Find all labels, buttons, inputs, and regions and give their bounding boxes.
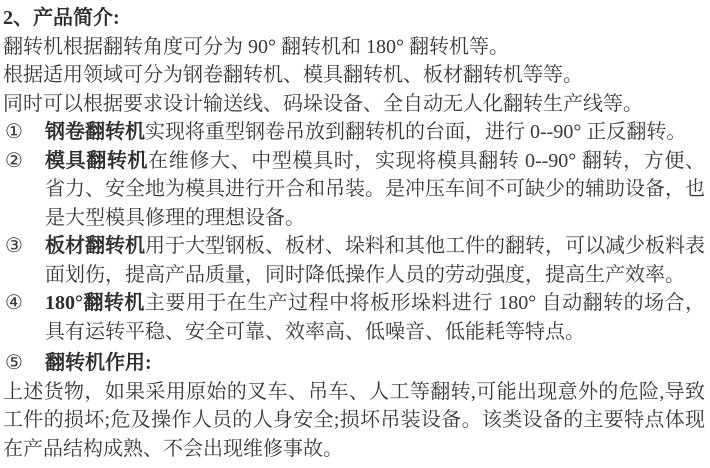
list-item-mold-upender (3, 147, 705, 233)
item-marker-2: ② (5, 149, 23, 172)
intro-paragraph-1: 翻转机根据翻转角度可分为 90° 翻转机和 180° 翻转机等。 (3, 35, 509, 58)
item-text-4: 主要用于在生产过程中将板形垛料进行 180° 自动翻转的场合，具有运转平稳、安全可靠、效率高、低噪音、低能耗等特点。 (45, 292, 706, 343)
list-item-180-upender (3, 289, 705, 346)
item-text-3: 用于大型钢板、板材、垛料和其他工件的翻转，可以减少板料表面划伤，提高产品质量，同时降低操作人员的劳动强度，提高生产效率。 (45, 235, 705, 286)
item-label-1: 钢卷翻转机 (45, 121, 145, 143)
item-text-2: 在维修大、中型模具时，实现将模具翻转 0--90° 翻转，方便、省力、安全地为模具进行开合和吊装。是冲压车间不可缺少的辅助设备，也是大型模具修理的理想设备。 (45, 149, 706, 229)
list-item-upender-purpose (3, 349, 705, 378)
item-marker-5: ⑤ (5, 352, 23, 374)
item-label-2: 模具翻转机 (45, 149, 149, 172)
intro-paragraph-3: 同时可以根据要求设计输送线、码垛设备、全自动无人化翻转生产线等。 (3, 92, 643, 115)
item-marker-1: ① (5, 121, 23, 143)
list-item-coil-upender (3, 118, 705, 147)
list-item-plate-upender (3, 232, 705, 289)
item-text-1: 实现将重型钢卷吊放到翻转机的台面，进行 0--90° 正反翻转。 (145, 121, 687, 143)
closing-paragraph: 上述货物，如果采用原始的叉车、吊车、人工等翻转,可能出现意外的危险,导致工件的损坏;危及操作人员的人身安全;损坏吊装设备。该类设备的主要特点体现在产品结构成熟、不会出现维修事故。 (3, 380, 705, 460)
item-label-3: 板材翻转机 (45, 235, 145, 257)
section-title: 2、产品简介: (3, 7, 120, 29)
item-marker-4: ④ (5, 292, 23, 314)
item-label-4: 180°翻转机 (45, 292, 145, 314)
intro-paragraph-2: 根据适用领域可分为钢卷翻转机、模具翻转机、板材翻转机等等。 (3, 64, 583, 86)
item-label-5: 翻转机作用: (45, 352, 152, 374)
item-marker-3: ③ (5, 235, 23, 257)
